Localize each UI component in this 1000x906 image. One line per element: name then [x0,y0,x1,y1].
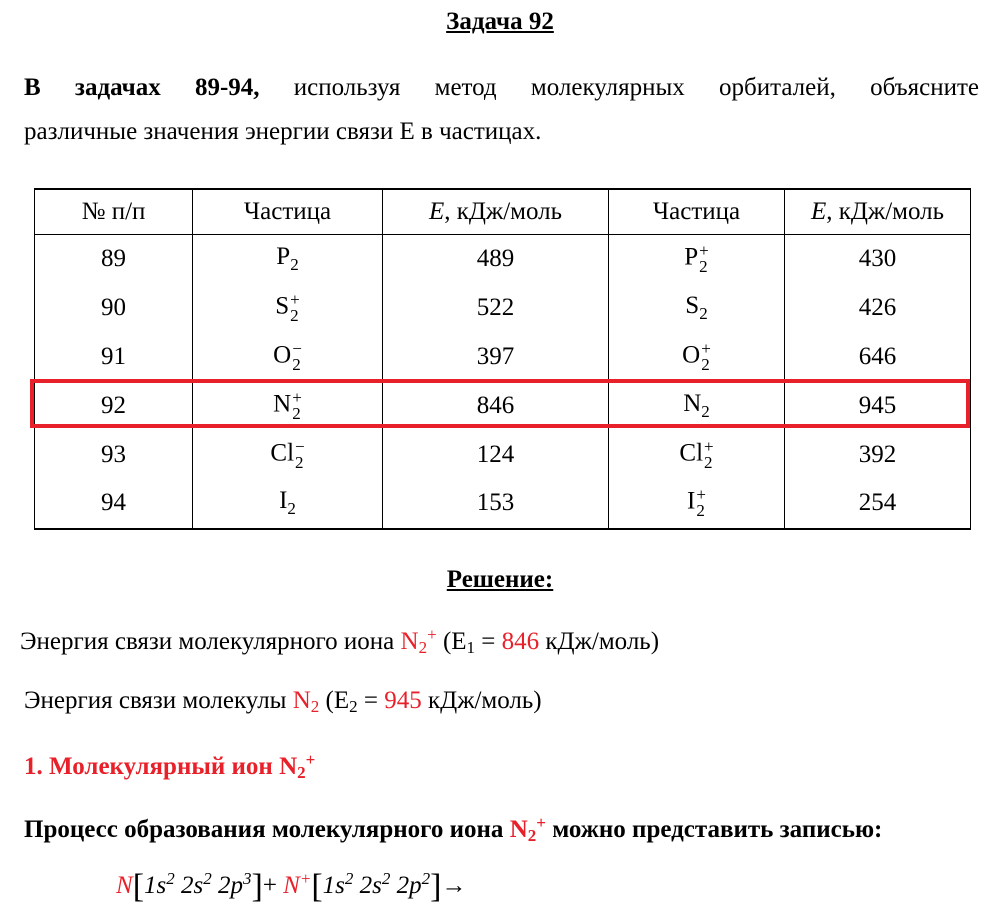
line2-prefix: Энергия связи молекулы [24,687,293,714]
header-particle-2: Частица [609,189,785,235]
line1-prefix: Энергия связи молекулярного иона [20,628,401,655]
row-number: 92 [35,381,193,430]
row-number: 91 [35,333,193,382]
energy-1-cell: 522 [383,284,609,333]
energy-2-cell: 392 [785,430,971,479]
eq-ion-b: N+ [283,869,312,899]
header-num: № п/п [35,189,193,235]
energy-1-cell: 489 [383,235,609,284]
line2-value: 945 [384,687,422,714]
energy-1-cell: 846 [383,381,609,430]
energy-1-cell: 124 [383,430,609,479]
particle-2-cell: I + 2 [609,479,785,529]
particle-2-cell: $N_2$ [609,381,785,430]
row-number: 89 [35,235,193,284]
particle-2-cell: P + 2 [609,235,785,284]
line2-esub: 2 [349,697,358,716]
table-row [35,381,971,430]
process-prefix: Процесс образования молекулярного иона [24,816,510,843]
energy-1-cell: 397 [383,333,609,382]
table-row [35,479,971,529]
energy-1-cell: 153 [383,479,609,529]
solution-heading: Решение: [446,566,554,593]
line1-eq: = [475,628,502,655]
process-species: N2+ [509,813,546,845]
intro-bold: В задачах 89-94, [24,74,260,101]
task-title: Задача 92 [446,8,554,35]
particle-2-cell: O + 2 [609,333,785,382]
row-number: 90 [35,284,193,333]
energy-2-cell: 646 [785,333,971,382]
header-energy-1: E, кДж/моль [383,189,609,235]
row-number: 94 [35,479,193,529]
particle-1-cell: O − 2 [193,333,383,382]
eq-atom-a: N [116,872,133,899]
table-row [35,284,971,333]
energy-2-cell: 430 [785,235,971,284]
particle-1-cell: $P_2$ [193,235,383,284]
solution-line-2 [24,687,542,717]
particle-2-cell: $S_2$ [609,284,785,333]
line2-species: N2 [292,687,320,716]
particle-1-cell: Cl − 2 [193,430,383,479]
table-row [35,333,971,382]
header-energy-2: E, кДж/моль [785,189,971,235]
line2-paren: (E [319,687,350,714]
energy-2-cell: 945 [785,381,971,430]
row-number: 93 [35,430,193,479]
formation-equation: $N[1s^2$ $2s^2$ $2p^3]+ N^+[1s^2$ $2s^2$ $2p^2]\to$ [116,868,467,905]
table-body [35,235,971,529]
header-particle-1: Частица [193,189,383,235]
intro-rest: используя метод молекулярных орбиталей, объясните [293,74,980,101]
line2-unit: кДж/моль) [421,687,542,714]
solution-line-1 [20,625,659,658]
energy-table [34,188,971,530]
intro-paragraph [24,66,979,154]
line1-paren: (E [436,628,467,655]
energy-2-cell: 254 [785,479,971,529]
particle-1-cell: $I_2$ [193,479,383,529]
process-line [24,813,882,846]
particle-2-cell: Cl + 2 [609,430,785,479]
table-row [35,235,971,284]
line2-eq: = [357,687,385,714]
particle-1-cell: N + 2 [193,381,383,430]
line1-species: N2+ [400,625,437,657]
table-row [35,430,971,479]
table-header-row [35,189,971,235]
line1-esub: 1 [466,638,476,657]
energy-2-cell: 426 [785,284,971,333]
step-1-heading: 1. Молекулярный ион N2+ [24,750,316,782]
intro-line-1 [24,66,979,110]
line1-unit: кДж/моль) [539,628,660,655]
particle-1-cell: S + 2 [193,284,383,333]
line1-value: 846 [501,628,540,655]
process-suffix: можно представить записью: [545,816,883,843]
intro-line-2: различные значения энергии связи Е в частицах. [24,118,542,145]
